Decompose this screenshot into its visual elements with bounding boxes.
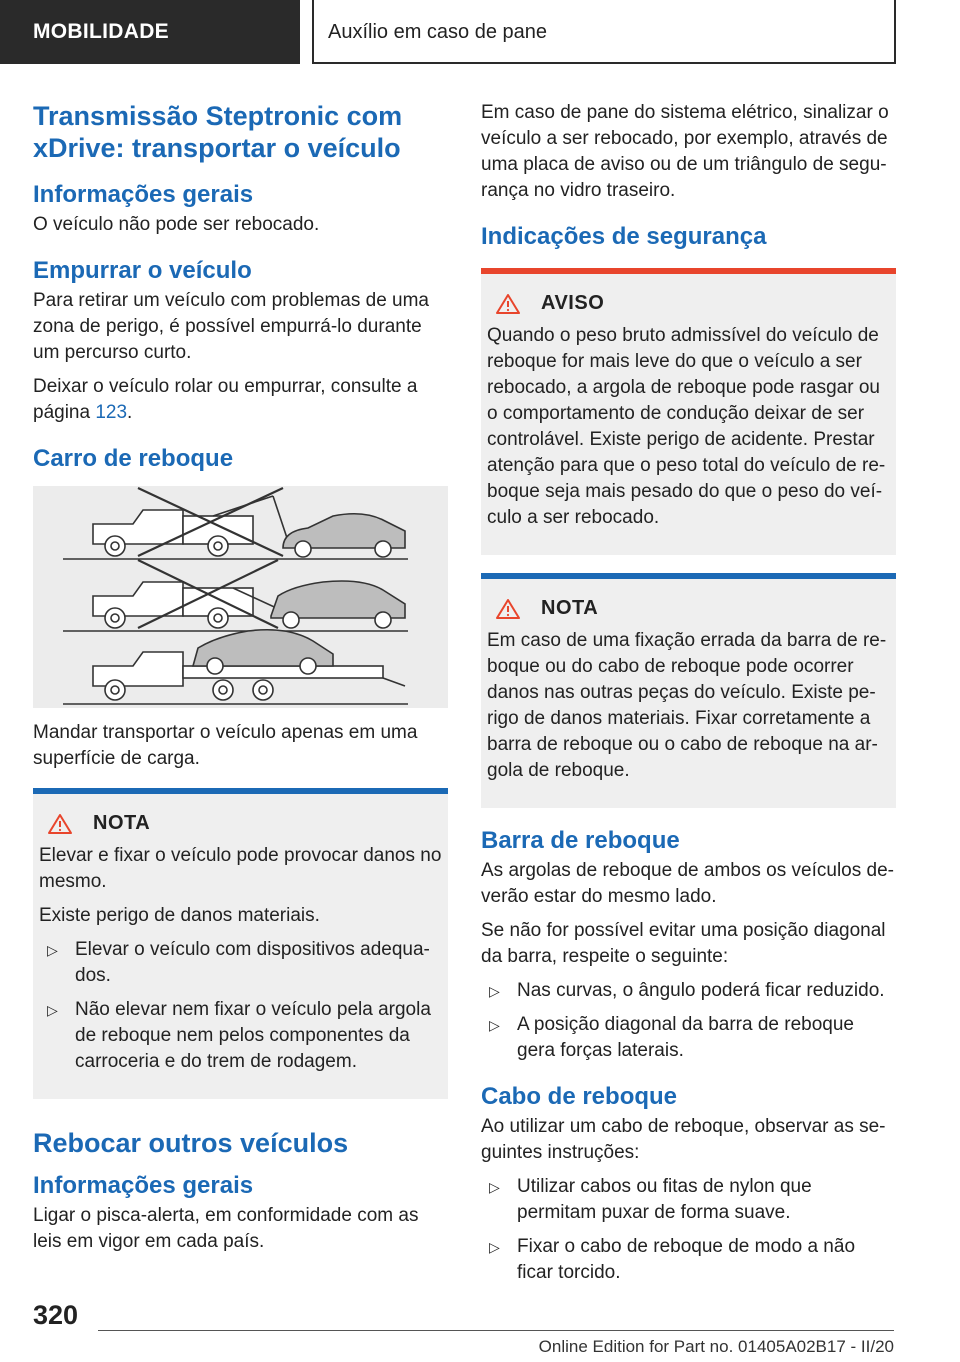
nota-box-2: [481, 573, 896, 808]
triangle-bullet-icon: ▷: [47, 942, 58, 958]
list-item-text: A posição diagonal da barra de reboque gera forças laterais.: [517, 1014, 854, 1061]
list-item: [481, 1234, 896, 1286]
heading-push-vehicle: Empurrar o veículo: [33, 257, 252, 284]
warning-triangle-icon: [47, 813, 73, 835]
nota-1-list: [39, 937, 442, 1075]
text-push-1: Para retirar um veículo com problemas de uma zona de perigo, é possível empurrá-lo durante um percurso curto.: [33, 290, 429, 363]
heading-transmission: Transmissão Steptronic com xDrive: transportar o veículo: [33, 101, 403, 163]
text-tow-cable: Ao utilizar um cabo de reboque, observar as seguintes instruções:: [481, 1116, 886, 1163]
text-electric-failure: Em caso de pane do sistema elétrico, sinalizar o veículo a ser rebocado, por exemplo, através de uma placa de aviso ou de um triângulo de segurança no vidro traseiro.: [481, 102, 889, 201]
nota-1-text-1: Elevar e fixar o veículo pode provocar danos no mesmo.: [39, 845, 442, 892]
heading-safety: Indicações de segurança: [481, 223, 767, 250]
towed-car-1: [283, 514, 405, 557]
triangle-bullet-icon: ▷: [489, 1239, 500, 1255]
triangle-bullet-icon: ▷: [47, 1002, 58, 1018]
heading-tow-truck: Carro de reboque: [33, 445, 234, 472]
footer-divider: [98, 1330, 894, 1331]
tow-truck-drawing: [33, 486, 448, 708]
text-general-info-2: Ligar o pisca-alerta, em conformidade com as leis em vigor em cada país.: [33, 1205, 419, 1252]
text-push-2-b: .: [127, 402, 133, 423]
nota-label-1: NOTA: [93, 812, 151, 834]
warning-triangle-icon: [495, 293, 521, 315]
aviso-text: Quando o peso bruto admissível do veículo de reboque for mais leve do que o veículo a ser rebocado, a argola de reboque pode rasgar ou o comportamento de condução deixar de ser controlável. Existe perigo de acidente. Prestar atenção para que o peso total do veículo de reboque seja mais pesado do que o peso do veículo a ser rebocado.: [487, 325, 886, 528]
tow-truck-illustration: [33, 486, 448, 708]
nota-box-1-header: [39, 812, 442, 835]
heading-general-info-2: Informações gerais: [33, 1172, 254, 1199]
warning-triangle-icon: [495, 598, 521, 620]
figure-caption: Mandar transportar o veículo apenas em uma superfície de carga.: [33, 722, 418, 769]
list-item: [481, 1012, 896, 1064]
tow-truck-1: [93, 496, 288, 556]
nota-1-text-2: Existe perigo de danos materiais.: [39, 905, 320, 926]
text-tow-bar-2: Se não for possível evitar uma posição diagonal da barra, respeite o seguinte:: [481, 920, 886, 967]
triangle-bullet-icon: ▷: [489, 983, 500, 999]
triangle-bullet-icon: ▷: [489, 1179, 500, 1195]
edition-info: Online Edition for Part no. 01405A02B17 - II/20: [538, 1337, 894, 1356]
section-tab: MOBILIDADE: [0, 0, 300, 64]
list-item-text: Fixar o cabo de reboque de modo a não ficar torcido.: [517, 1236, 856, 1283]
nota-box-2-header: [487, 597, 890, 620]
list-item: [481, 978, 896, 1004]
list-item-text: Não elevar nem fixar o veículo pela argola de reboque nem pelos componentes da carroceria e do trem de rodagem.: [75, 999, 431, 1072]
heading-tow-others: Rebocar outros veículos: [33, 1128, 349, 1158]
text-push-2: [33, 374, 448, 426]
right-column: [481, 100, 896, 1294]
text-push-2-a: Deixar o veículo rolar ou empurrar, consulte a página: [33, 376, 418, 423]
left-column: [33, 100, 448, 1263]
nota-box-1: [33, 788, 448, 1099]
list-item: [481, 1174, 896, 1226]
aviso-box: [481, 268, 896, 555]
heading-general-info: Informações gerais: [33, 181, 254, 208]
list-item-text: Elevar o veículo com dispositivos adequados.: [75, 939, 430, 986]
aviso-label: AVISO: [541, 292, 605, 314]
tow-cable-list: [481, 1174, 896, 1286]
chapter-title: Auxílio em caso de pane: [312, 0, 896, 64]
heading-tow-cable: Cabo de reboque: [481, 1083, 678, 1110]
list-item-text: Utilizar cabos ou fitas de nylon que permitam puxar de forma suave.: [517, 1176, 812, 1223]
nota-2-text: Em caso de uma fixação errada da barra de reboque ou do cabo de reboque pode ocorrer danos nas outras peças do veículo. Existe perigo de danos materiais. Fixar corretamente a barra de reboque ou o cabo de reboque na argola de reboque.: [487, 630, 887, 781]
list-item: [39, 937, 442, 989]
page-number: 320: [33, 1300, 79, 1330]
list-item-text: Nas curvas, o ângulo poderá ficar reduzido.: [517, 980, 885, 1001]
text-tow-bar-1: As argolas de reboque de ambos os veículos deverão estar do mesmo lado.: [481, 860, 894, 907]
towed-car-2: [271, 581, 405, 628]
nota-label-2: NOTA: [541, 597, 599, 619]
tow-bar-list: [481, 978, 896, 1064]
triangle-bullet-icon: ▷: [489, 1017, 500, 1033]
aviso-box-header: [487, 292, 890, 315]
text-general-info: O veículo não pode ser rebocado.: [33, 214, 320, 235]
list-item: [39, 997, 442, 1075]
page-header: [0, 0, 960, 66]
heading-tow-bar: Barra de reboque: [481, 827, 680, 854]
page-link-123[interactable]: 123: [95, 402, 128, 423]
tow-truck-2: [93, 582, 283, 628]
